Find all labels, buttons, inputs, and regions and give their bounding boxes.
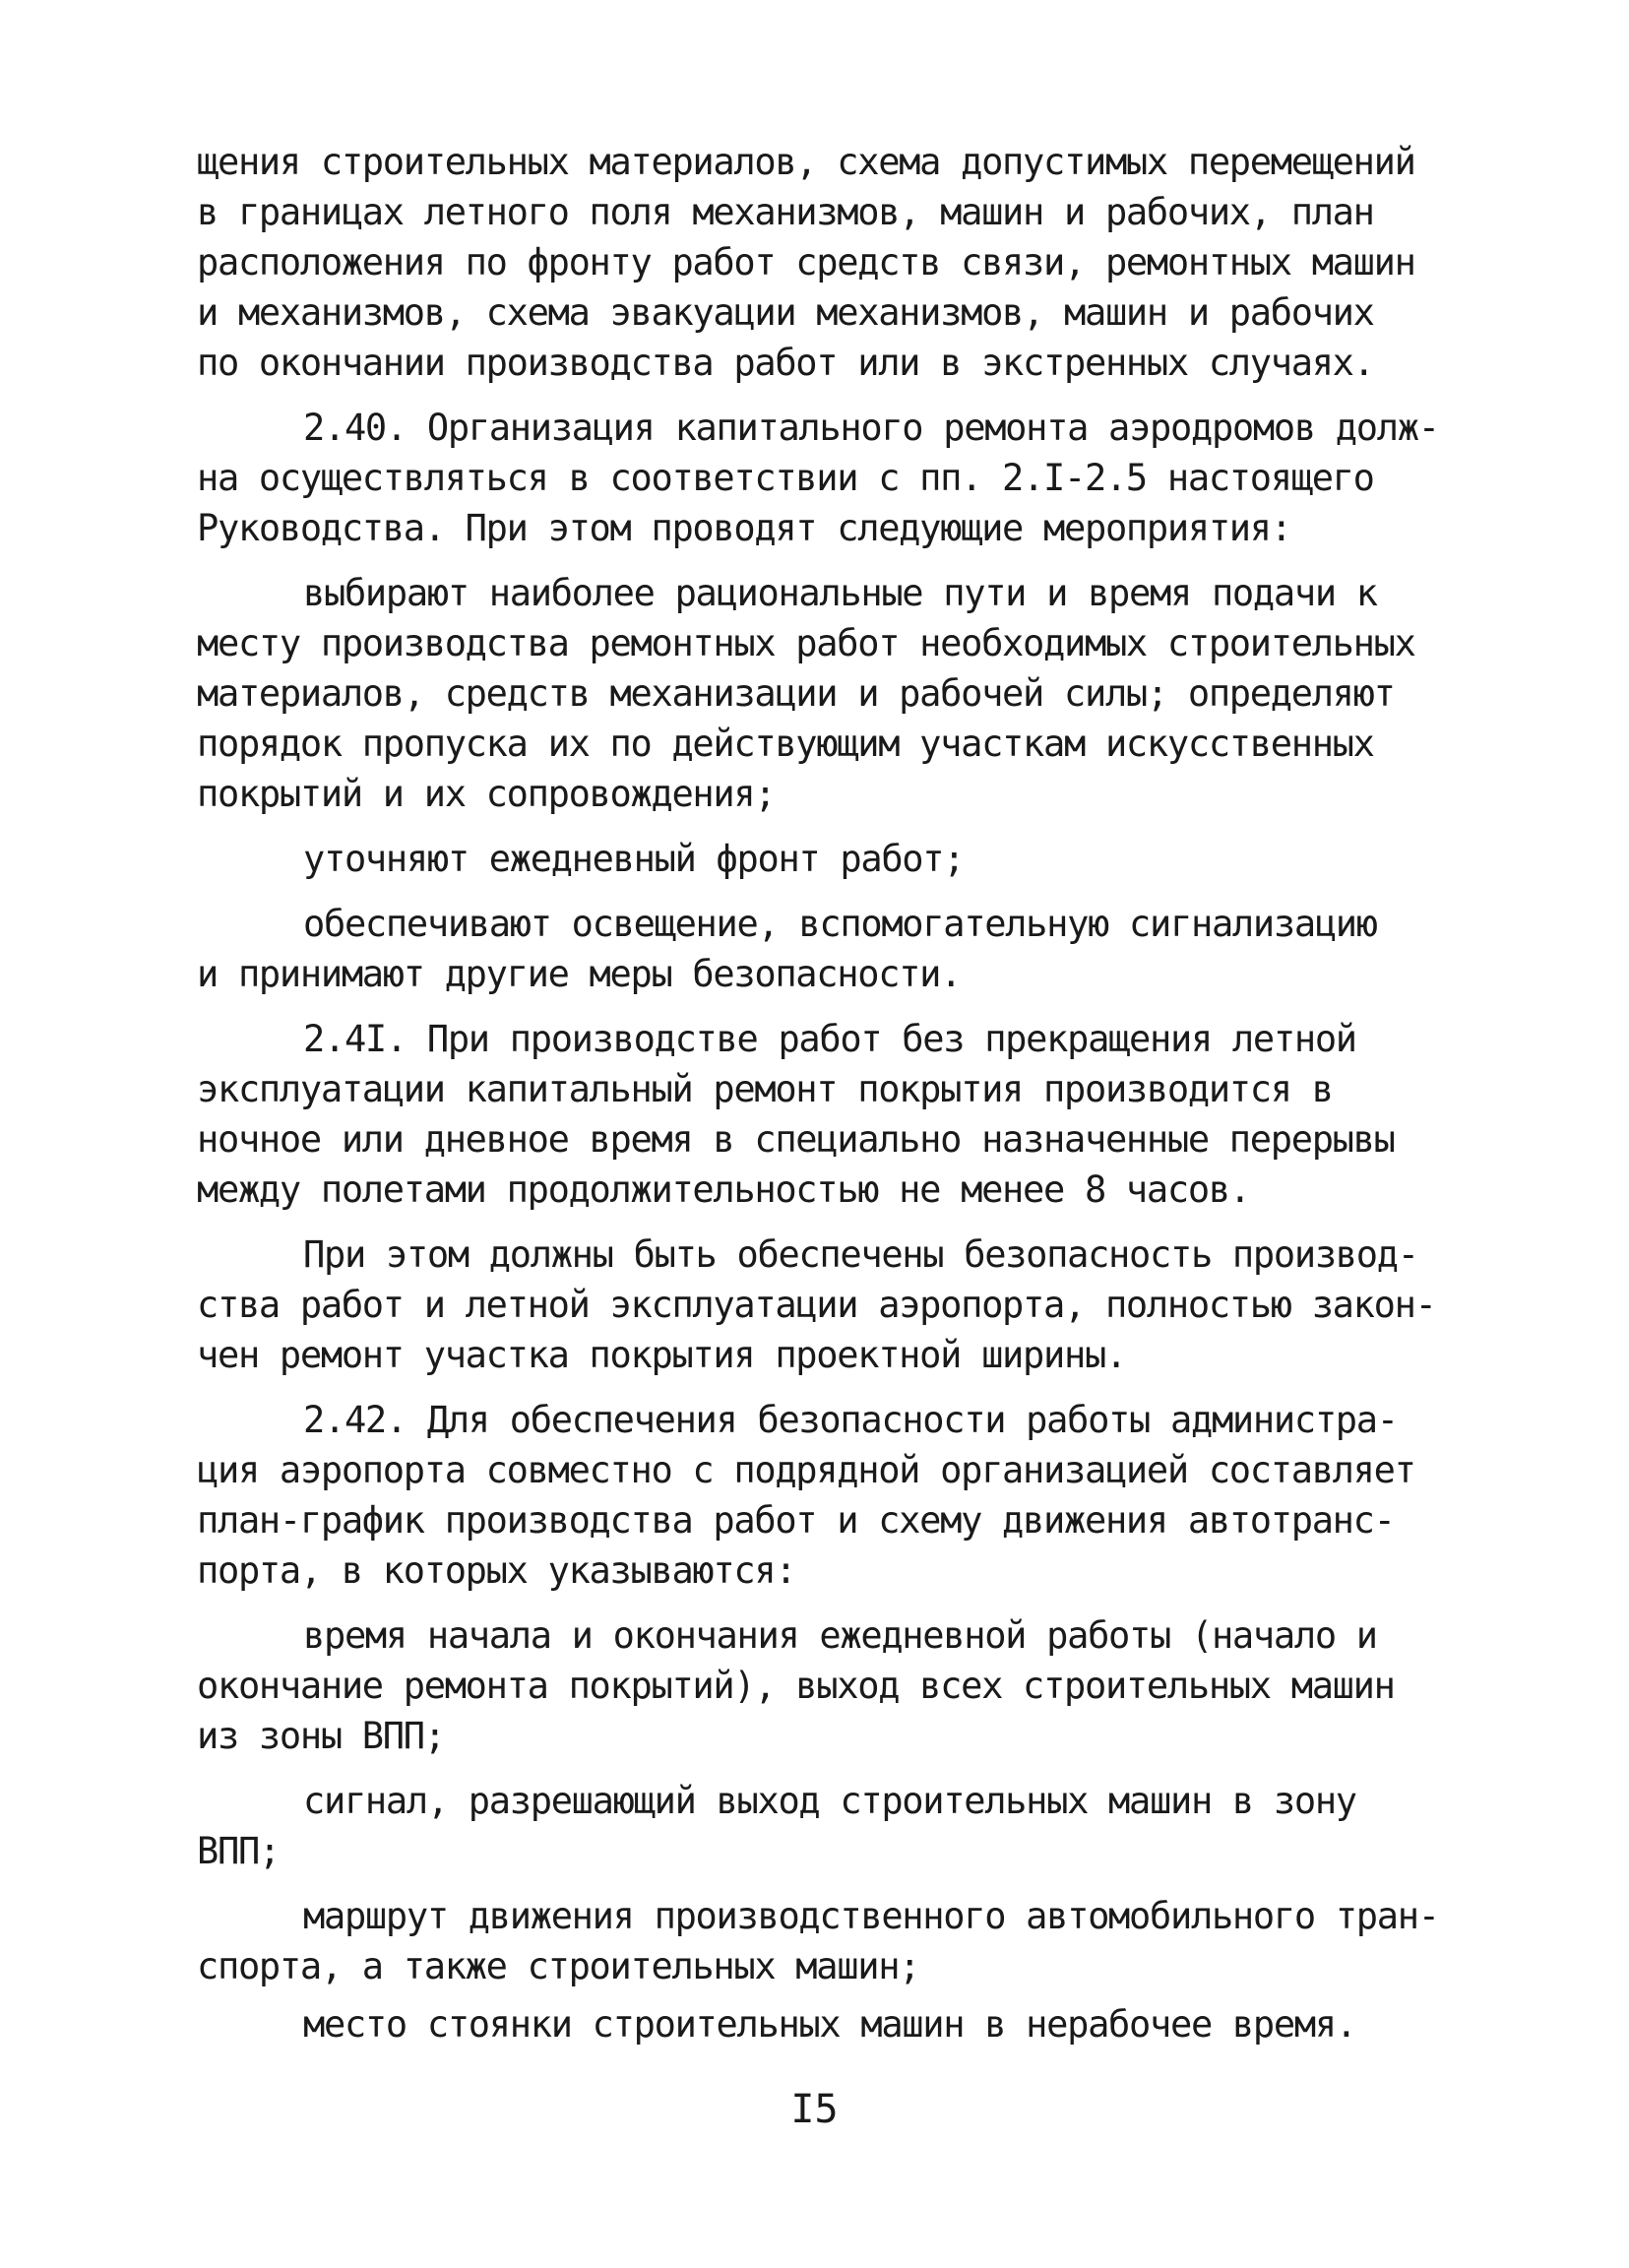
text-line: ВПП;	[197, 1830, 280, 1872]
text-line: на осуществляться в соответствии с пп. 2.I-2.5 настоящего	[197, 457, 1374, 499]
list-item-start: уточняют ежедневный фронт работ;	[303, 838, 965, 880]
text-line: порядок пропуска их по действующим участкам искусственных	[197, 723, 1374, 765]
text-line: чен ремонт участка покрытия проектной ширины.	[197, 1334, 1126, 1376]
text-line: месту производства ремонтных работ необходимых строительных	[197, 622, 1415, 664]
text-line: ция аэропорта совместно с подрядной организацией составляет	[197, 1449, 1415, 1491]
list-item-start: время начала и окончания ежедневной работы (начало и	[303, 1614, 1377, 1657]
text-line: план-график производства работ и схему движения автотранс-	[197, 1499, 1395, 1542]
text-line: покрытий и их сопровождения;	[197, 773, 776, 815]
text-line: окончание ремонта покрытий), выход всех строительных машин	[197, 1665, 1395, 1707]
page-number: I5	[790, 2087, 839, 2132]
list-item-start: маршрут движения производственного автомобильного тран-	[303, 1895, 1439, 1937]
text-line: спорта, а также строительных машин;	[197, 1945, 920, 1987]
text-line: в границах летного поля механизмов, машин и рабочих, план	[197, 191, 1374, 233]
text-line: и механизмов, схема эвакуации механизмов, машин и рабочих	[197, 291, 1374, 334]
text-line: из зоны ВПП;	[197, 1715, 445, 1757]
paragraph-2-42-start: 2.42. Для обеспечения безопасности работы администра-	[303, 1399, 1398, 1441]
text-line: между полетами продолжительностью не менее 8 часов.	[197, 1168, 1250, 1211]
paragraph-start: При этом должны быть обеспечены безопасность производ-	[303, 1233, 1418, 1276]
text-line: эксплуатации капитальный ремонт покрытия производится в	[197, 1068, 1333, 1110]
list-item-start: сигнал, разрешающий выход строительных машин в зону	[303, 1780, 1356, 1822]
text-line: щения строительных материалов, схема допустимых перемещений	[197, 141, 1415, 183]
text-line: Руководства. При этом проводят следующие мероприятия:	[197, 507, 1291, 549]
text-line: материалов, средств механизации и рабочей силы; определяют	[197, 672, 1395, 715]
list-item-start: место стоянки строительных машин в нерабочее время.	[303, 2003, 1356, 2046]
text-line: по окончании производства работ или в экстренных случаях.	[197, 342, 1374, 384]
text-line: ства работ и летной эксплуатации аэропорта, полностью закон-	[197, 1284, 1436, 1326]
list-item-start: выбирают наиболее рациональные пути и время подачи к	[303, 572, 1377, 614]
text-line: ночное или дневное время в специально назначенные перерывы	[197, 1118, 1395, 1161]
text-line: порта, в которых указываются:	[197, 1549, 796, 1592]
paragraph-2-41-start: 2.4I. При производстве работ без прекращения летной	[303, 1018, 1356, 1060]
text-line: и принимают другие меры безопасности.	[197, 953, 962, 995]
paragraph-2-40-start: 2.40. Организация капитального ремонта аэродромов долж-	[303, 407, 1439, 449]
text-line: расположения по фронту работ средств связи, ремонтных машин	[197, 241, 1415, 284]
list-item-start: обеспечивают освещение, вспомогательную сигнализацию	[303, 903, 1377, 945]
